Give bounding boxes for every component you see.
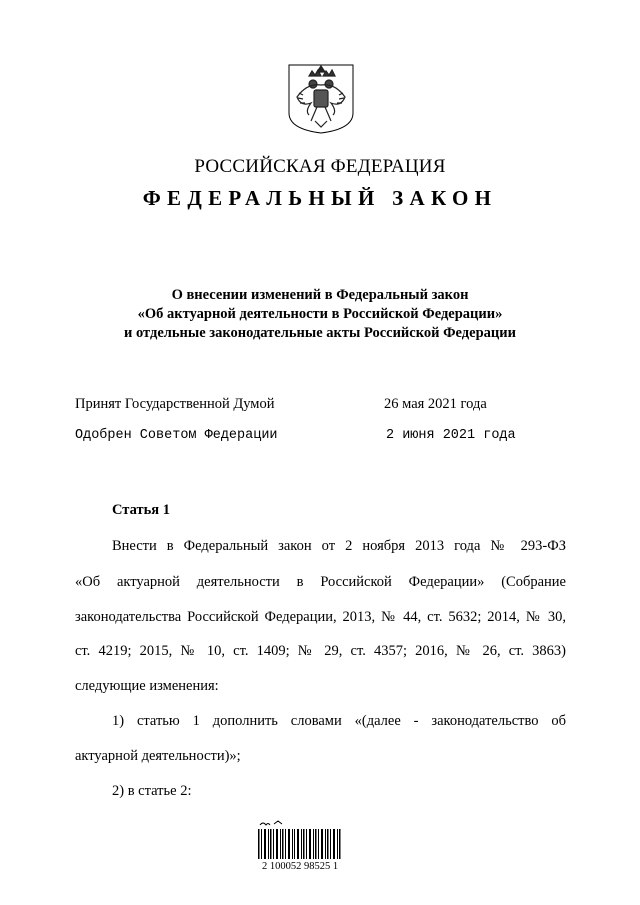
council-approval-label: Одобрен Советом Федерации <box>75 428 278 443</box>
country-name: РОССИЙСКАЯ ФЕДЕРАЦИЯ <box>194 156 446 177</box>
duma-adoption-date: 26 мая 2021 года <box>384 396 487 412</box>
article-text-line: 1) статью 1 дополнить словами «(далее - законодательство об <box>112 713 566 729</box>
article-text-line: следующие изменения: <box>75 678 219 694</box>
law-title-line: и отдельные законодательные акты Российской Федерации <box>124 325 516 341</box>
coat-of-arms-emblem <box>287 63 355 135</box>
law-title <box>0 286 640 343</box>
article-heading: Статья 1 <box>112 502 170 518</box>
article-text-line: законодательства Российской Федерации, 2013, № 44, ст. 5632; 2014, № 30, <box>75 609 566 625</box>
council-approval-date: 2 июня 2021 года <box>386 428 516 443</box>
barcode-number: 2 100052 98525 1 <box>261 861 339 872</box>
article-text-line: актуарной деятельности)»; <box>75 748 241 764</box>
law-title-line: «Об актуарной деятельности в Российской Федерации» <box>137 306 503 322</box>
article-text-line: Внести в Федеральный закон от 2 ноября 2013 года № 293-ФЗ <box>112 538 566 554</box>
article-text-line: 2) в статье 2: <box>112 783 192 799</box>
article-text-line: «Об актуарной деятельности в Российской Федерации» (Собрание <box>75 574 566 590</box>
law-title-line: О внесении изменений в Федеральный закон <box>171 287 469 303</box>
document-type: ФЕДЕРАЛЬНЫЙ ЗАКОН <box>142 186 498 210</box>
article-text-line: ст. 4219; 2015, № 10, ст. 1409; № 29, ст. 4357; 2016, № 26, ст. 3863) <box>75 643 566 659</box>
duma-adoption-label: Принят Государственной Думой <box>75 396 275 412</box>
